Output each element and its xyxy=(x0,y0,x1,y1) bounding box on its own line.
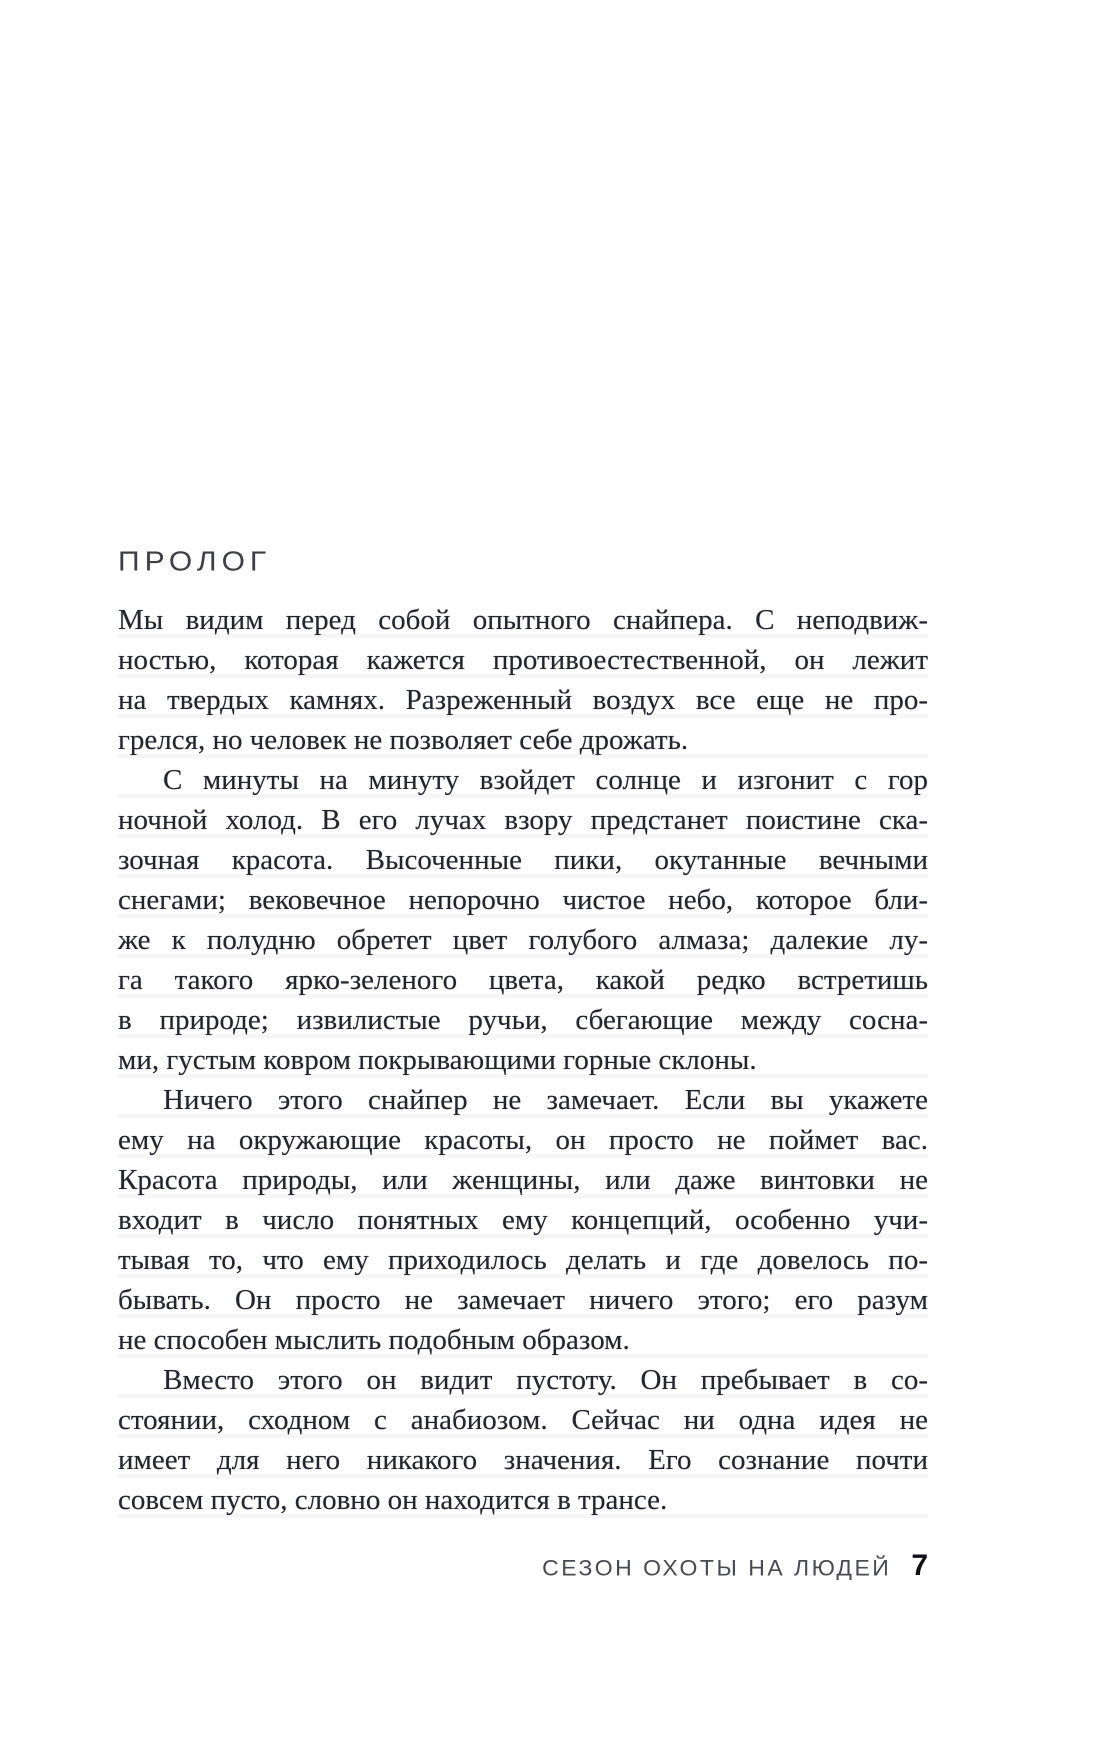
running-title: СЕЗОН ОХОТЫ НА ЛЮДЕЙ xyxy=(542,1555,892,1581)
text-line: в природе; извилистые ручьи, сбегающие между сосна- xyxy=(118,1004,928,1036)
page-number: 7 xyxy=(911,1549,928,1582)
page-footer xyxy=(118,1549,928,1583)
text-line: на твердых камнях. Разреженный воздух все еще не про- xyxy=(118,684,928,716)
text-line: га такого ярко-зеленого цвета, какой редко встретишь xyxy=(118,964,928,996)
chapter-heading: ПРОЛОГ xyxy=(118,546,272,578)
text-line: Вместо этого он видит пустоту. Он пребывает в со- xyxy=(163,1364,928,1396)
text-line: же к полудню обретет цвет голубого алмаза; далекие лу- xyxy=(118,924,928,956)
text-line: Мы видим перед собой опытного снайпера. С неподвиж- xyxy=(118,604,928,636)
text-line: совсем пусто, словно он находится в трансе. xyxy=(118,1484,668,1516)
text-line: снегами; вековечное непорочно чистое небо, которое бли- xyxy=(118,884,928,916)
text-line: грелся, но человек не позволяет себе дрожать. xyxy=(118,724,689,756)
text-line: зочная красота. Высоченные пики, окутанные вечными xyxy=(118,844,928,876)
body-text xyxy=(118,600,928,1520)
text-line: ми, густым ковром покрывающими горные склоны. xyxy=(118,1044,757,1076)
text-line: не способен мыслить подобным образом. xyxy=(118,1324,630,1356)
text-line: ночной холод. В его лучах взору предстанет поистине ска- xyxy=(118,804,928,836)
text-line: ему на окружающие красоты, он просто не поймет вас. xyxy=(118,1124,928,1156)
text-line: входит в число понятных ему концепций, особенно учи- xyxy=(118,1204,928,1236)
text-line: бывать. Он просто не замечает ничего этого; его разум xyxy=(118,1284,928,1316)
text-line: стоянии, сходном с анабиозом. Сейчас ни одна идея не xyxy=(118,1404,928,1436)
text-line: С минуты на минуту взойдет солнце и изгонит с гор xyxy=(163,764,928,796)
text-line: имеет для него никакого значения. Его сознание почти xyxy=(118,1444,928,1476)
text-line: ностью, которая кажется противоестественной, он лежит xyxy=(118,644,928,676)
text-line: Ничего этого снайпер не замечает. Если вы укажете xyxy=(163,1084,928,1116)
text-line: тывая то, что ему приходилось делать и где довелось по- xyxy=(118,1244,928,1276)
text-line: Красота природы, или женщины, или даже винтовки не xyxy=(118,1164,928,1196)
